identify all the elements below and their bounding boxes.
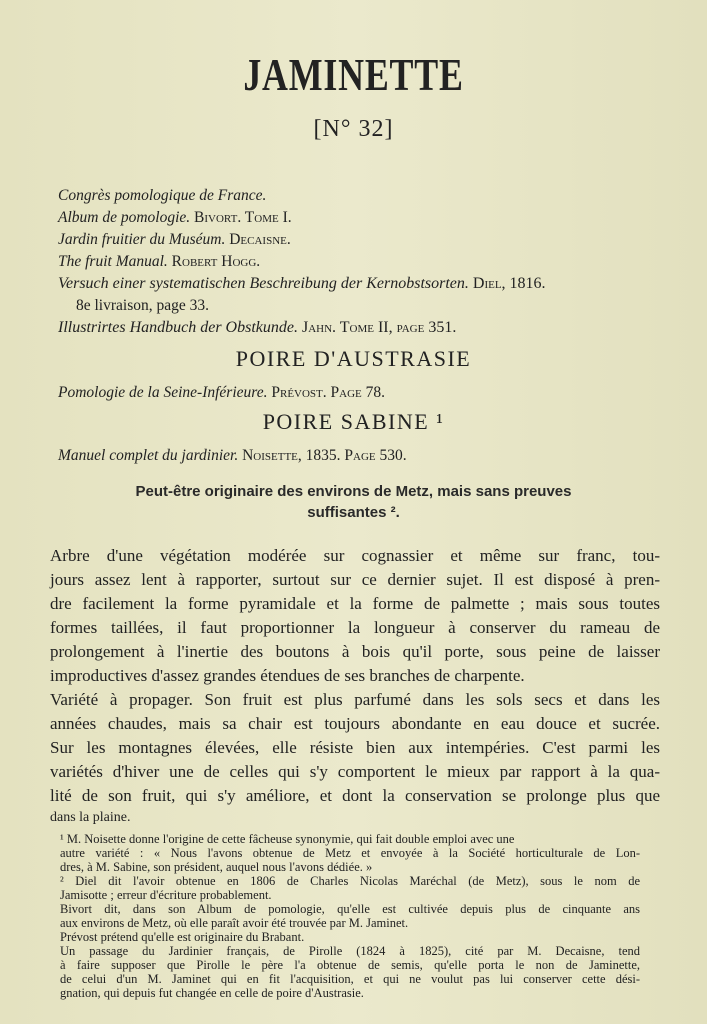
reference [58, 253, 260, 271]
body-line: formes taillées, il faut proportionner la longueur à conserver du rameau de [50, 618, 660, 637]
synonym-reference [58, 447, 407, 465]
reference-title: Manuel complet du jardinier. [58, 447, 239, 464]
synonym-heading: POIRE SABINE ¹ [262, 409, 445, 434]
body-line: variétés d'hiver une de celles qui s'y comportent le mieux par rapport à la qua- [50, 762, 660, 781]
reference [58, 319, 456, 337]
reference [58, 275, 546, 293]
body-line: Variété à propager. Son fruit est plus parfumé dans les sols secs et dans les [50, 690, 660, 709]
reference-author: Prévost. Page 78. [267, 384, 385, 401]
footnote-line: gnation, qui depuis fut changée en celle de poire d'Austrasie. [60, 986, 364, 1000]
footnote-line: ¹ M. Noisette donne l'origine de cette fâcheuse synonymie, qui fait double emploi avec une [60, 832, 515, 846]
footnote-line: ² Diel dit l'avoir obtenue en 1806 de Charles Nicolas Maréchal (de Metz), sous le nom de [60, 874, 640, 888]
footnote-line: Jamisotte ; erreur d'écriture probablement. [60, 888, 272, 902]
origin-note: Peut-être originaire des environs de Metz, mais sans preuves [135, 483, 572, 500]
body-line: Sur les montagnes élevées, elle résiste bien aux intempéries. C'est parmi les [50, 738, 660, 757]
footnote-line: aux environs de Metz, où elle paraît avoir été trouvée par M. Jaminet. [60, 916, 409, 930]
reference-title: Versuch einer systematischen Beschreibung der Kernobstsorten. [58, 275, 469, 292]
page-title: JAMINETTE [243, 49, 464, 100]
footnote-line: Prévost prétend qu'elle est originaire du Brabant. [60, 930, 305, 944]
reference-author: Noisette, 1835. Page 530. [238, 447, 407, 464]
body-line: prolongement à l'inertie des boutons à bois qu'il porte, sous peine de laisser [50, 642, 660, 661]
reference [58, 209, 292, 227]
reference-title: Jardin fruitier du Muséum. [58, 231, 226, 248]
reference-author: Diel, 1816. [468, 275, 546, 292]
reference-title: The fruit Manual. [58, 253, 168, 270]
footnote-line: de celui d'un M. Jaminet qui en fit l'acquisition, et qui ne voulut pas lui conserver cette dési- [60, 972, 640, 986]
synonym-reference [58, 384, 385, 402]
footnote-line: Bivort dit, dans son Album de pomologie, qu'elle est cultivée depuis plus de cinquante ans [60, 902, 640, 916]
body-line: Arbre d'une végétation modérée sur cognassier et même sur franc, tou- [50, 546, 660, 565]
reference-title: Congrès pomologique de France. [58, 187, 267, 204]
origin-note: suffisantes ². [307, 504, 400, 521]
footnote-line: autre variété : « Nous l'avons obtenue de Metz et envoyée à la Société horticulturale de Lon- [60, 846, 640, 860]
reference-title: Album de pomologie. [58, 209, 191, 226]
reference-author: Bivort. Tome I. [190, 209, 292, 226]
reference-author: Jahn. Tome II, page 351. [297, 319, 457, 336]
reference-author: Decaisne. [225, 231, 291, 248]
entry-number: [N° 32] [313, 116, 394, 142]
reference-detail: 8e livraison, page 33. [76, 297, 210, 314]
reference [76, 297, 209, 315]
reference-title: Pomologie de la Seine-Inférieure. [58, 384, 268, 401]
body-line: années chaudes, mais sa chair est toujours abondante en eau douce et sucrée. [50, 714, 660, 733]
body-line: dans la plaine. [50, 810, 131, 825]
reference-title: Illustrirtes Handbuch der Obstkunde. [58, 319, 298, 336]
reference [58, 231, 291, 249]
synonym-heading: POIRE D'AUSTRASIE [235, 346, 472, 371]
reference [58, 187, 266, 205]
body-line: improductives d'assez grandes étendues de ses branches de charpente. [50, 666, 525, 685]
body-line: lité de son fruit, qui s'y améliore, et dont la conservation se prolonge plus que [50, 786, 660, 805]
footnote-line: dres, à M. Sabine, son président, auquel nous l'avons dédiée. » [60, 860, 373, 874]
body-line: dre facilement la forme pyramidale et la forme de palmette ; mais sous toutes [50, 594, 660, 613]
reference-author: Robert Hogg. [167, 253, 261, 270]
footnote-line: Un passage du Jardinier français, de Pirolle (1824 à 1825), cité par M. Decaisne, tend [60, 944, 640, 958]
body-line: jours assez lent à rapporter, surtout sur ce dernier sujet. Il est disposé à pren- [50, 570, 660, 589]
footnote-line: à faire supposer que Pirolle le père l'a obtenue de semis, qu'elle porta le non de Jaminette, [60, 958, 640, 972]
